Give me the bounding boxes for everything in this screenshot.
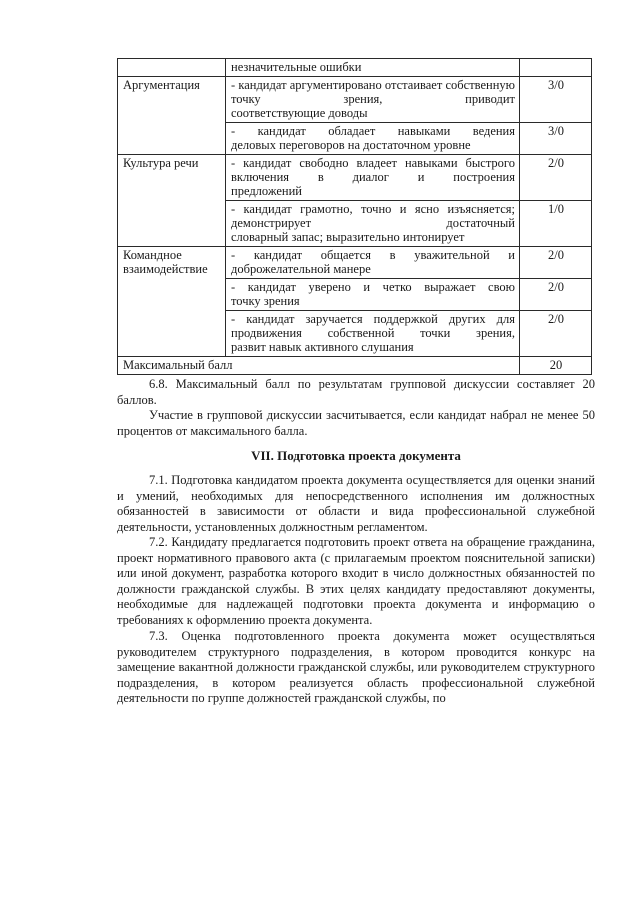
- total-score: 20: [520, 357, 592, 375]
- paragraph-7-2: 7.2. Кандидату предлагается подготовить проект ответа на обращение гражданина, проект нормативного правового акта (с прилагаемым проектом пояснительной записки) или иной документ, разработка которого входит в число должностных обязанностей по должности гражданской службы. В этих целях кандидату предоставляют документы, необходимые для надлежащей подготовки проекта документа и информацию о требованиях к оформлению проекта документа.: [117, 535, 595, 627]
- indicator-text: - кандидат грамотно, точно и ясно изъясняется; демонстрирует достаточный словарный запас; выразительно интонирует: [226, 201, 520, 247]
- score-cell: 3/0: [520, 77, 592, 123]
- indicator-text: - кандидат обладает навыками ведения деловых переговоров на достаточном уровне: [226, 123, 520, 155]
- score-cell: 2/0: [520, 279, 592, 311]
- criterion-teamwork: Командное взаимодействие: [118, 247, 226, 357]
- table-cell-top-fragment: незначительные ошибки: [226, 59, 520, 77]
- table-row-total: [118, 357, 592, 375]
- paragraph-6-8-participation: Участие в групповой дискуссии засчитывается, если кандидат набрал не менее 50 процентов от максимального балла.: [117, 408, 595, 438]
- table-row: [118, 77, 592, 123]
- score-cell: 3/0: [520, 123, 592, 155]
- section-heading: VII. Подготовка проекта документа: [251, 448, 461, 463]
- table-row: [118, 59, 592, 77]
- indicator-text: - кандидат заручается поддержкой других для продвижения собственной точки зрения, развит навык активного слушания: [226, 311, 520, 357]
- score-cell: 2/0: [520, 247, 592, 279]
- score-cell: 1/0: [520, 201, 592, 247]
- paragraph-7-1: 7.1. Подготовка кандидатом проекта документа осуществляется для оценки знаний и умений, необходимых для непосредственного исполнения им должностных обязанностей в зависимости от области и вида профессиональной служебной деятельности, установленных должностным регламентом.: [117, 473, 595, 534]
- table-row: [118, 155, 592, 201]
- indicator-text: - кандидат свободно владеет навыками быстрого включения в диалог и построения предложений: [226, 155, 520, 201]
- criteria-table: [117, 58, 592, 375]
- table-row: [118, 247, 592, 279]
- paragraph-7-3: 7.3. Оценка подготовленного проекта документа может осуществляться руководителем структурного подразделения, в котором проводится конкурс на замещение вакантной должности гражданской службы, или руководителем структурного подразделения, в котором реализуется область профессиональной служебной деятельности по группе должностей гражданской службы, по: [117, 629, 595, 706]
- score-cell: 2/0: [520, 155, 592, 201]
- criterion-speech-culture: Культура речи: [118, 155, 226, 247]
- indicator-text: - кандидат общается в уважительной и доброжелательной манере: [226, 247, 520, 279]
- paragraph-6-8: 6.8. Максимальный балл по результатам групповой дискуссии составляет 20 баллов.: [117, 377, 595, 407]
- total-label: Максимальный балл: [118, 357, 520, 375]
- criterion-argumentation: Аргументация: [118, 77, 226, 155]
- indicator-text: - кандидат уверено и четко выражает свою точку зрения: [226, 279, 520, 311]
- table-cell: [520, 59, 592, 77]
- score-cell: 2/0: [520, 311, 592, 357]
- table-cell: [118, 59, 226, 77]
- indicator-text: - кандидат аргументировано отстаивает собственную точку зрения, приводит соответствующие доводы: [226, 77, 520, 123]
